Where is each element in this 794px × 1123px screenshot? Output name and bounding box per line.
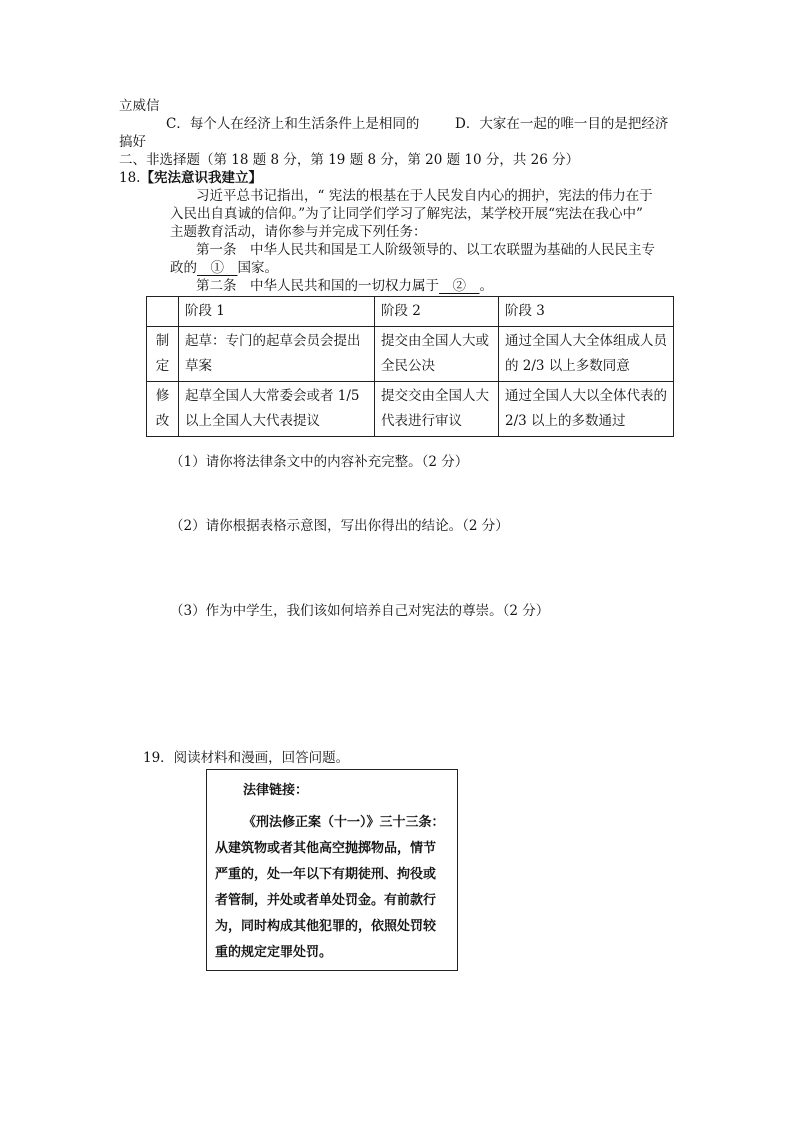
table-header-cell (147, 297, 179, 327)
table-cell: 提交交由全国人大代表进行审议 (375, 382, 499, 437)
option-c: C．每个人在经济上和生活条件上是相同的 (166, 116, 420, 132)
table-header-cell: 阶段 1 (179, 297, 375, 327)
question-number: 18. (119, 170, 141, 186)
table-cell: 通过全国人大全体组成人员的 2/3 以上多数同意 (499, 327, 674, 382)
table-row (147, 382, 674, 437)
table-header-cell: 阶段 3 (499, 297, 674, 327)
legal-link-line: 严重的，处一年以下有期徒刑、拘役或 (215, 867, 437, 882)
question-19-heading: 19．阅读材料和漫画，回答问题。 (143, 750, 350, 766)
legal-link-line: 为，同时构成其他犯罪的，依照处罚较 (215, 919, 437, 934)
legal-link-line: 重的规定定罪处罚。 (215, 945, 333, 960)
passage-line: 习近平总书记指出，“ 宪法的根基在于人民发自内心的拥护，宪法的伟力在于 (196, 188, 653, 204)
legal-link-line: 《刑法修正案（十一）》三十三条： (243, 815, 445, 830)
table-header-cell: 阶段 2 (375, 297, 499, 327)
legal-link-line: 从建筑物或者其他高空抛掷物品，情节 (215, 841, 437, 856)
blank-1: ① (197, 260, 238, 276)
table-cell: 起草：专门的起草会员会提出草案 (179, 327, 375, 382)
article-1-line: 第一条 中华人民共和国是工人阶级领导的、以工农联盟为基础的人民民主专 (196, 242, 655, 258)
table-cell: 通过全国人大以全体代表的 2/3 以上的多数通过 (499, 382, 674, 437)
legal-link-box (206, 769, 458, 971)
table-cell: 起草全国人大常委会或者 1/5 以上全国人大代表提议 (179, 382, 375, 437)
sub-question-3: （3）作为中学生，我们该如何培养自己对宪法的尊崇。（2 分） (170, 603, 550, 619)
table-row (147, 327, 674, 382)
article-2-line: 第二条 中华人民共和国的一切权力属于 ② 。 (196, 278, 493, 294)
row-label: 修改 (147, 382, 179, 437)
passage-line: 入民出自真诚的信仰。”为了让同学们学习了解宪法，某学校开展“宪法在我心中” (170, 206, 643, 222)
row-label: 制定 (147, 327, 179, 382)
sub-question-1: （1）请你将法律条文中的内容补充完整。（2 分） (170, 454, 469, 470)
option-d: D．大家在一起的唯一目的是把经济 (455, 116, 669, 132)
blank-2: ② (439, 278, 480, 294)
legal-link-title: 法律链接： (243, 783, 309, 798)
article-1-line: 政的 ① 国家。 (170, 260, 278, 276)
question-18-heading (119, 168, 262, 188)
table-header-row (147, 297, 674, 327)
option-d-tail: 搞好 (119, 134, 146, 150)
constitution-procedure-table (146, 296, 674, 437)
passage-line: 主题教育活动，请你参与并完成下列任务： (170, 224, 427, 240)
section-heading: 二、非选择题（第 18 题 8 分，第 19 题 8 分，第 20 题 10 分，共 26 分） (119, 152, 580, 168)
question-title: 【宪法意识我建立】 (140, 170, 262, 186)
option-b-tail: 立威信 (119, 98, 160, 114)
table-cell: 提交由全国人大或全民公决 (375, 327, 499, 382)
sub-question-2: （2）请你根据表格示意图，写出你得出的结论。（2 分） (170, 518, 509, 534)
legal-link-line: 者管制，并处或者单处罚金。有前款行 (215, 893, 437, 908)
